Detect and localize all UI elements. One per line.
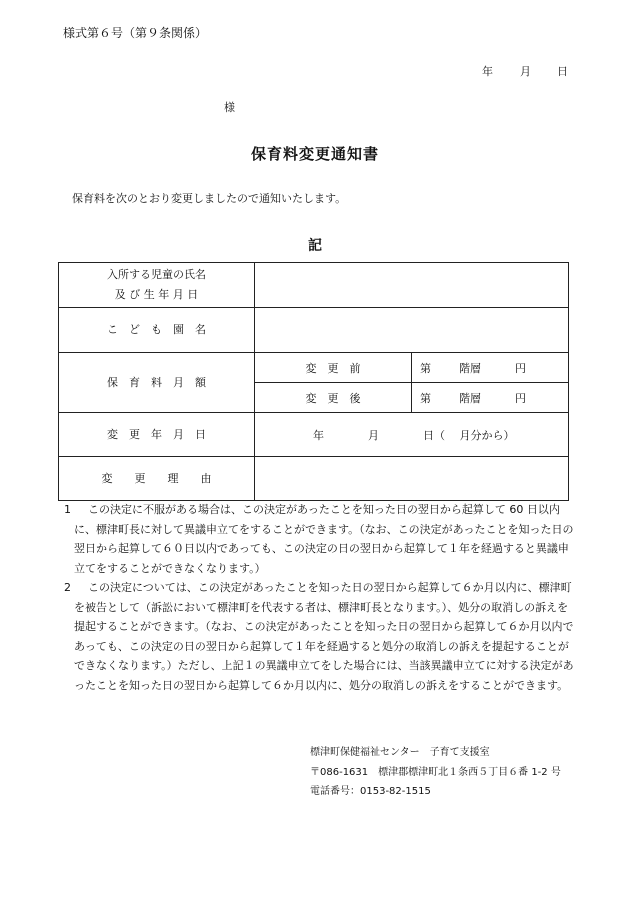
note-number: 2 xyxy=(64,581,71,594)
table-row xyxy=(59,413,569,457)
form-number: 様式第６号（第９条関係） xyxy=(63,26,208,40)
child-name-label: 入所する児童の氏名 xyxy=(107,268,206,281)
note-item xyxy=(64,500,574,578)
contact-office: 標津町保健福祉センター 子育て支援室 xyxy=(310,747,490,758)
tier-dai-label: 第 xyxy=(420,361,431,375)
after-change-field[interactable] xyxy=(412,383,569,413)
nursery-name-label: こ ど も 園 名 xyxy=(59,308,255,353)
monthly-fee-label: 保 育 料 月 額 xyxy=(59,353,255,413)
contact-phone: 電話番号：0153-82-1515 xyxy=(310,786,431,797)
addressee-suffix: 様 xyxy=(224,101,235,114)
before-change-label: 変 更 前 xyxy=(255,353,412,383)
nursery-name-field[interactable] xyxy=(255,308,569,353)
document-title: 保育料変更通知書 xyxy=(250,145,379,163)
table-row xyxy=(59,353,569,383)
tier-kaiso-label: 階層 xyxy=(459,361,481,375)
table-row xyxy=(59,263,569,308)
date-month-label: 月 xyxy=(520,65,531,78)
child-name-field[interactable] xyxy=(255,263,569,308)
after-change-label: 変 更 後 xyxy=(255,383,412,413)
contact-block xyxy=(310,743,561,802)
change-reason-field[interactable] xyxy=(255,457,569,501)
change-date-label: 変 更 年 月 日 xyxy=(59,413,255,457)
notice-table xyxy=(58,262,569,501)
before-change-field[interactable] xyxy=(412,353,569,383)
yen-label: 円 xyxy=(515,361,526,375)
note-number: 1 xyxy=(64,503,71,516)
intro-text: 保育料を次のとおり変更しましたので通知いたします。 xyxy=(72,192,347,205)
date-day-label: 日 xyxy=(557,65,568,78)
birthdate-label: 及 び 生 年 月 日 xyxy=(114,288,199,301)
child-name-label-cell xyxy=(59,263,255,308)
change-reason-label: 変 更 理 由 xyxy=(59,457,255,501)
date-year-label: 年 xyxy=(482,65,493,78)
ki-heading: 記 xyxy=(308,238,322,254)
yen-label: 円 xyxy=(515,391,526,405)
table-row xyxy=(59,308,569,353)
notes-section xyxy=(64,500,574,695)
change-date-field[interactable]: 年 月 日（ 月分から） xyxy=(255,413,569,457)
contact-address: 〒086-1631 標津郡標津町北１条西５丁目６番 1-2 号 xyxy=(310,766,561,778)
tier-dai-label: 第 xyxy=(420,391,431,405)
note-text: この決定については、この決定があったことを知った日の翌日から起算して６か月以内に、標津町を被告として（訴訟において標津町を代表する者は、標津町長となります。）、処分の取消しの訴えを提起することができます。（なお、この決定があったことを知った日の翌日から起算して６か月以内であっても、この決定の日の翌日から起算して１年を経過すると処分の取消しの訴えを提起することができなくなります。）ただし、上記１の異議申立てをした場合には、当該異議申立てに対する決定があったことを知った日の翌日から起算して６か月以内に、処分の取消しの訴えをすることができます。 xyxy=(74,581,574,692)
tier-kaiso-label: 階層 xyxy=(459,391,481,405)
note-item xyxy=(64,578,574,695)
note-text: この決定に不服がある場合は、この決定があったことを知った日の翌日から起算して 60 日以内に、標津町長に対して異議申立てをすることができます。（なお、この決定があったことを知った日の翌日から起算して６０日以内であっても、この決定の日の翌日から起算して１年を経過すると異議申立てをすることができなくなります。） xyxy=(74,503,574,575)
table-row xyxy=(59,457,569,501)
